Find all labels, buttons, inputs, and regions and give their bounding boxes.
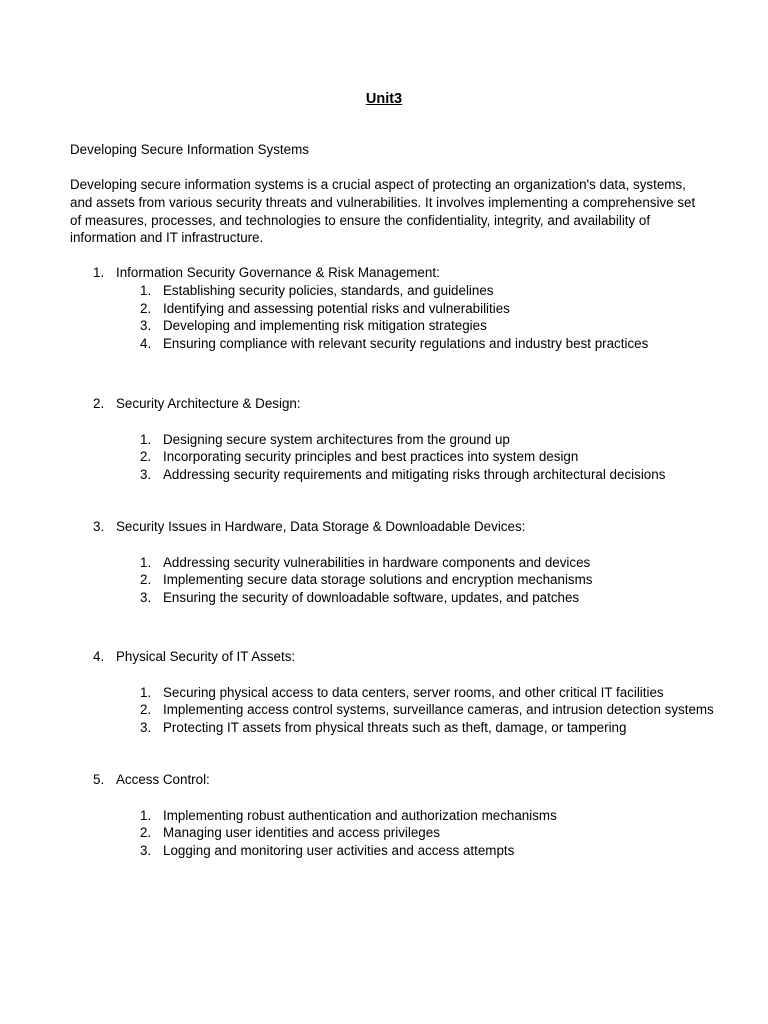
section-access-control bbox=[70, 771, 720, 860]
list-item bbox=[70, 431, 720, 449]
list-item bbox=[70, 807, 720, 825]
item-number: 1. bbox=[140, 684, 152, 700]
list-item bbox=[70, 842, 720, 860]
section-number: 5. bbox=[93, 772, 105, 787]
section-heading-text: Information Security Governance & Risk Management: bbox=[116, 265, 440, 280]
section-architecture bbox=[70, 395, 720, 484]
item-number: 2. bbox=[140, 825, 152, 841]
section-heading-text: Security Issues in Hardware, Data Storage & Downloadable Devices: bbox=[116, 519, 526, 534]
sub-list bbox=[70, 807, 720, 860]
list-item bbox=[70, 589, 720, 607]
list-item bbox=[70, 719, 720, 737]
section-number: 1. bbox=[93, 265, 105, 280]
list-item bbox=[70, 824, 720, 842]
item-text: Addressing security requirements and mitigating risks through architectural decisions bbox=[163, 467, 666, 483]
item-text: Protecting IT assets from physical threats such as theft, damage, or tampering bbox=[163, 720, 627, 736]
list-item bbox=[70, 554, 720, 572]
item-text: Implementing access control systems, surveillance cameras, and intrusion detection systems bbox=[163, 702, 714, 718]
section-hardware-storage bbox=[70, 518, 720, 607]
item-number: 1. bbox=[140, 807, 152, 823]
item-text: Establishing security policies, standards, and guidelines bbox=[163, 282, 494, 298]
section-heading bbox=[70, 395, 720, 413]
item-text: Developing and implementing risk mitigation strategies bbox=[163, 318, 487, 334]
item-number: 2. bbox=[140, 572, 152, 588]
section-heading-text: Access Control: bbox=[116, 772, 210, 787]
section-number: 2. bbox=[93, 396, 105, 411]
item-number: 2. bbox=[140, 449, 152, 465]
item-number: 3. bbox=[140, 720, 152, 736]
list-item bbox=[70, 466, 720, 484]
item-number: 1. bbox=[140, 431, 152, 447]
section-heading bbox=[70, 648, 720, 666]
document-subtitle: Developing Secure Information Systems bbox=[70, 142, 309, 157]
item-text: Securing physical access to data centers, server rooms, and other critical IT facilities bbox=[163, 684, 664, 700]
sub-list bbox=[70, 282, 720, 353]
sub-list bbox=[70, 431, 720, 484]
item-number: 3. bbox=[140, 843, 152, 859]
item-text: Designing secure system architectures from the ground up bbox=[163, 431, 510, 447]
section-number: 3. bbox=[93, 519, 105, 534]
document-title: Unit3 bbox=[365, 91, 403, 107]
section-heading bbox=[70, 518, 720, 536]
sub-list bbox=[70, 684, 720, 737]
item-text: Implementing secure data storage solutions and encryption mechanisms bbox=[163, 572, 593, 588]
section-heading bbox=[70, 771, 720, 789]
item-text: Ensuring the security of downloadable software, updates, and patches bbox=[163, 590, 580, 606]
list-item bbox=[70, 684, 720, 702]
item-text: Addressing security vulnerabilities in hardware components and devices bbox=[163, 554, 591, 570]
section-number: 4. bbox=[93, 649, 105, 664]
section-heading-text: Physical Security of IT Assets: bbox=[116, 649, 296, 664]
item-text: Identifying and assessing potential risks and vulnerabilities bbox=[163, 300, 510, 316]
list-item bbox=[70, 300, 720, 318]
sub-list bbox=[70, 554, 720, 607]
item-text: Ensuring compliance with relevant security regulations and industry best practices bbox=[163, 336, 649, 352]
list-item bbox=[70, 317, 720, 335]
item-number: 3. bbox=[140, 467, 152, 483]
item-number: 3. bbox=[140, 318, 152, 334]
section-heading-text: Security Architecture & Design: bbox=[116, 396, 301, 411]
intro-paragraph: Developing secure information systems is a crucial aspect of protecting an organization's data, systems, and assets from various security threats and vulnerabilities. It involves implementing a comprehensive set of measures, processes, and technologies to ensure the confidentiality, integrity, and availability of information and IT infrastructure. bbox=[70, 177, 696, 246]
section-governance bbox=[70, 264, 720, 353]
list-item bbox=[70, 335, 720, 353]
list-item bbox=[70, 701, 720, 719]
item-number: 1. bbox=[140, 282, 152, 298]
item-text: Logging and monitoring user activities and access attempts bbox=[163, 843, 515, 859]
list-item bbox=[70, 448, 720, 466]
list-item bbox=[70, 571, 720, 589]
item-text: Implementing robust authentication and authorization mechanisms bbox=[163, 807, 557, 823]
item-text: Managing user identities and access privileges bbox=[163, 825, 440, 841]
list-item bbox=[70, 282, 720, 300]
item-number: 2. bbox=[140, 300, 152, 316]
item-text: Incorporating security principles and best practices into system design bbox=[163, 449, 579, 465]
item-number: 4. bbox=[140, 336, 152, 352]
section-heading bbox=[70, 264, 720, 282]
section-physical-security bbox=[70, 648, 720, 737]
item-number: 2. bbox=[140, 702, 152, 718]
item-number: 3. bbox=[140, 590, 152, 606]
item-number: 1. bbox=[140, 554, 152, 570]
